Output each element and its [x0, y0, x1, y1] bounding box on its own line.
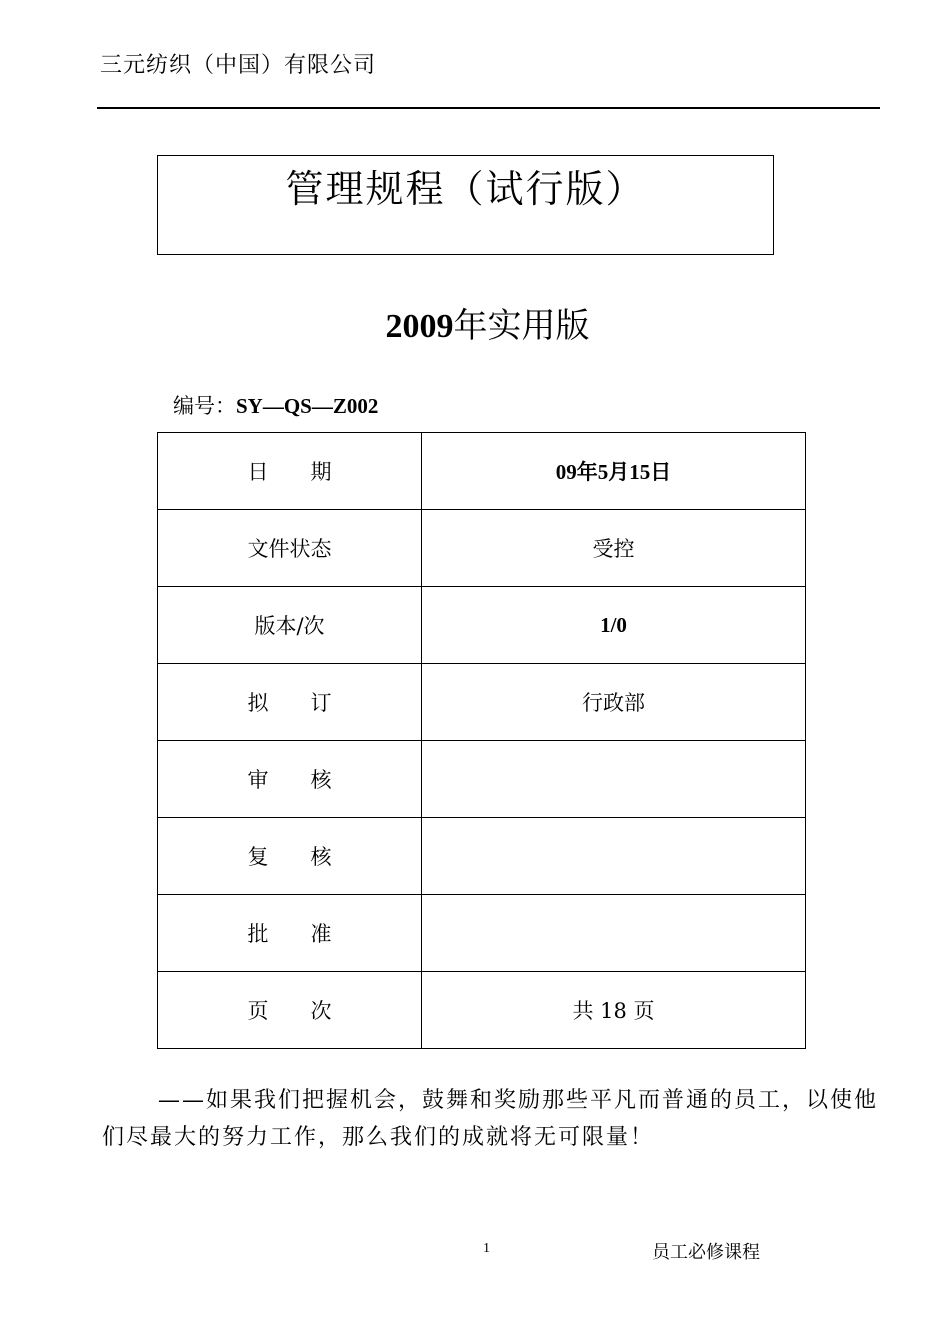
document-info-table: [157, 432, 806, 1049]
table-row: [158, 510, 806, 587]
document-number-label: 编号：: [173, 394, 236, 418]
date-value: 09年5月15日: [555, 460, 672, 484]
row-key: 文件状态: [158, 510, 422, 587]
row-key: 版本/次: [158, 587, 422, 664]
row-value: [422, 818, 806, 895]
table-row: [158, 895, 806, 972]
row-value: 受控: [422, 510, 806, 587]
table-row: [158, 972, 806, 1049]
row-value: 共 18 页: [422, 972, 806, 1049]
row-key: 审 核: [158, 741, 422, 818]
row-key: 批 准: [158, 895, 422, 972]
company-name: 三元纺织（中国）有限公司: [100, 53, 377, 78]
row-key: 复 核: [158, 818, 422, 895]
document-title: 管理规程（试行版）: [285, 167, 646, 211]
row-value: 行政部: [422, 664, 806, 741]
document-number-value: SY—QS—Z002: [236, 394, 379, 418]
row-value: [422, 433, 806, 510]
header-divider: [97, 107, 880, 109]
motivational-quote: ——如果我们把握机会，鼓舞和奖励那些平凡而普通的员工，以使他们尽最大的努力工作，那么我们的成就将无可限量！: [102, 1088, 879, 1150]
row-key: 日 期: [158, 433, 422, 510]
row-value: [422, 741, 806, 818]
document-number: [173, 390, 378, 420]
edition-year: 2009: [385, 308, 454, 345]
row-key: 拟 订: [158, 664, 422, 741]
page-number: 1: [483, 1241, 490, 1256]
row-value: [422, 587, 806, 664]
footer-note: 员工必修课程: [652, 1242, 760, 1263]
table-row: [158, 664, 806, 741]
version-value: 1/0: [600, 612, 627, 637]
edition-label: 年实用版: [453, 306, 590, 346]
edition-heading: [0, 298, 950, 347]
table-row: [158, 433, 806, 510]
table-row: [158, 818, 806, 895]
table-row: [158, 587, 806, 664]
title-box: [157, 155, 774, 255]
table-row: [158, 741, 806, 818]
row-value: [422, 895, 806, 972]
row-key: 页 次: [158, 972, 422, 1049]
